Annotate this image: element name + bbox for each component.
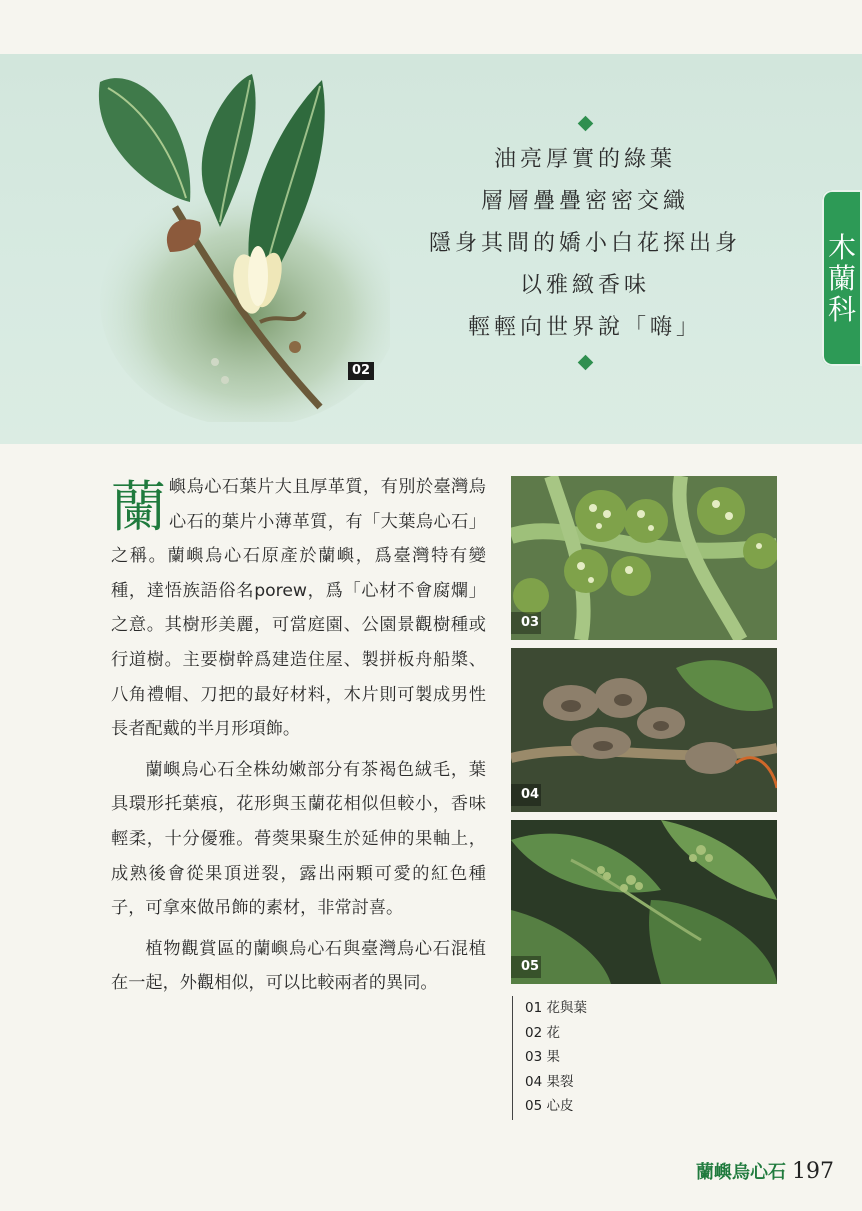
poem-line-4: 以雅緻香味 xyxy=(519,273,650,298)
poem-line-2: 層層疊疊密密交織 xyxy=(480,189,689,214)
poem-bottom-diamond xyxy=(577,355,593,371)
paragraph-1-text: 嶼烏心石葉片大且厚革質，有別於臺灣烏心石的葉片小薄革質，有「大葉烏心石」之稱。蘭嶼烏心石原產於蘭嶼，爲臺灣特有變種，達悟族語俗名porew，爲「心材不會腐爛」之意。其樹形美麗，可當庭園、公園景觀樹種或行道樹。主要樹幹爲建造住屋、製拼板舟船槳、八角禮帽、刀把的最好材料，木片則可製成男性長者配戴的半月形項飾。 xyxy=(111,477,486,740)
hero-figure-label: 02 xyxy=(348,362,374,380)
photo-split-fruit-label: 04 xyxy=(521,787,540,802)
poem-line-5: 輕輕向世界說「嗨」 xyxy=(467,315,702,340)
poem-line-1: 油亮厚實的綠葉 xyxy=(493,147,676,172)
photo-carpels-label: 05 xyxy=(521,959,540,974)
photo-split-fruit xyxy=(511,648,777,812)
hero-flower-photo xyxy=(80,62,390,422)
chapter-tab-char-3: 科 xyxy=(827,292,856,326)
footer-title: 蘭嶼烏心石 xyxy=(696,1162,786,1183)
paragraph-2: 蘭嶼烏心石全株幼嫩部分有茶褐色絨毛，葉具環形托葉痕，花形與玉蘭花相似但較小，香味輕柔，十分優雅。蓇葖果聚生於延伸的果軸上，成熟後會從果頂迸裂，露出兩顆可愛的紅色種子，可拿來做吊飾的素材，非常討喜。 xyxy=(111,759,486,919)
photo-fruit xyxy=(511,476,777,640)
poem-line-3: 隱身其間的嬌小白花探出身 xyxy=(428,231,741,256)
caption-05: 05 心皮 xyxy=(525,1098,574,1115)
chapter-tab xyxy=(822,190,862,366)
caption-02: 02 花 xyxy=(525,1024,560,1041)
page-number: 197 xyxy=(792,1159,834,1184)
chapter-tab-char-1: 木 xyxy=(827,230,856,264)
figure-captions xyxy=(512,996,587,1120)
page-footer xyxy=(696,1158,834,1184)
caption-03: 03 果 xyxy=(525,1049,560,1066)
poem-top-diamond xyxy=(577,116,593,132)
caption-04: 04 果裂 xyxy=(525,1073,574,1090)
paragraph-3: 植物觀賞區的蘭嶼烏心石與臺灣烏心石混植在一起，外觀相似，可以比較兩者的異同。 xyxy=(111,938,486,994)
poem xyxy=(420,118,750,368)
chapter-tab-char-2: 蘭 xyxy=(827,261,856,295)
caption-01: 01 花與葉 xyxy=(525,1000,587,1016)
drop-cap: 蘭 xyxy=(111,475,167,539)
paragraph-1 xyxy=(111,470,486,747)
photo-fruit-label: 03 xyxy=(521,615,540,630)
photo-carpels xyxy=(511,820,777,984)
article-body xyxy=(111,470,486,1001)
